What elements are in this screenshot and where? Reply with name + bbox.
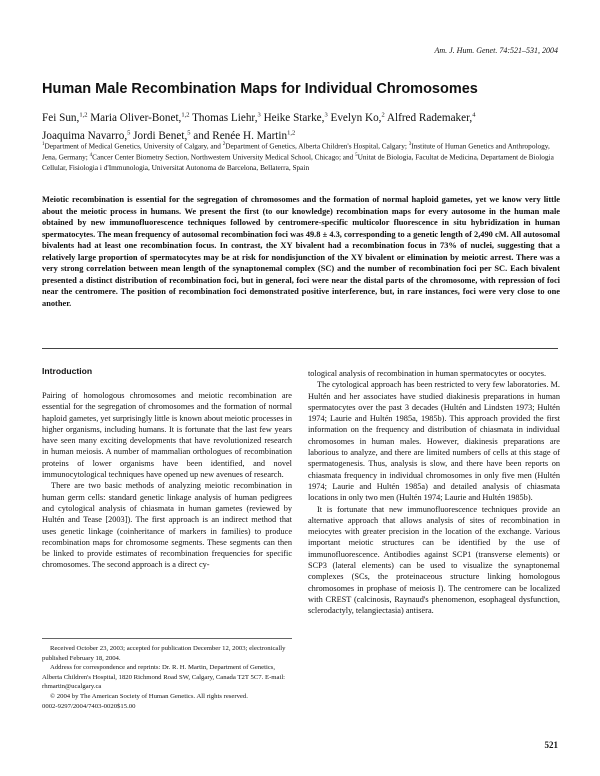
received-dates: Received October 23, 2003; accepted for publication December 12, 2003; electronically published February 18, 2004. <box>42 645 286 662</box>
journal-name: Am. J. Hum. Genet. <box>434 46 498 55</box>
article-title: Human Male Recombination Maps for Individual Chromosomes <box>42 81 478 97</box>
author: Jordi Benet,$^5$ <box>133 129 191 143</box>
body-paragraph: tological analysis of recombination in human spermatocytes or oocytes. <box>308 369 547 378</box>
issn: 0002-9297/2004/7403-0020$15.00 <box>42 702 136 710</box>
author: Maria Oliver-Bonet,$^{1,2}$ <box>90 111 190 124</box>
copyright-notice: © 2004 by The American Society of Human Genetics. All rights reserved. <box>50 692 248 700</box>
author-list <box>42 107 562 144</box>
author: Joaquima Navarro,$^5$ <box>42 129 131 143</box>
footnote-divider <box>42 638 292 639</box>
author: Alfred Rademaker,$^4$ <box>386 111 476 124</box>
author: and Renée H. Martin$^{1,2}$ <box>193 129 296 143</box>
author: Thomas Liehr,$^3$ <box>192 111 261 124</box>
abstract: Meiotic recombination is essential for the segregation of chromosomes and the formation of normal haploid gametes, yet we know very little about the meiotic process in humans. We present the first (to our knowledge) recombination maps for every autosome in the human male obtained by new immunofluorescence techniques followed by centromere-specific multicolor fluorescence in situ hybridization in human spermatocytes. The mean frequency of autosomal recombination foci was 49.8 ± 4.3, corresponding to a genetic length of 2,490 cM. All autosomal bivalents had at least one recombination focus. In contrast, the XY bivalent had a recombination focus in 73% of nuclei, suggesting that a relatively large proportion of spermatocytes may be at risk for nondisjunction of the XY bivalent or elimination by meiotic arrest. There was a very strong correlation between mean length of the synaptonemal complex (SC) and the number of recombination foci per SC. Each bivalent presented a distinct distribution of recombination foci, but in general, foci were near the distal parts of the chromosome, with repression of foci near the centromere. The position of recombination foci demonstrated positive interference, but, in rare instances, foci were very close to one another. <box>42 195 560 308</box>
footnotes <box>42 644 292 711</box>
body-paragraph: The cytological approach has been restricted to very few laboratories. M. Hultén and her associates have studied diakinesis preparations in human spermatocytes over the past 3 decades (Hultén and Lindsten 1973; Hultén 1974; Laurie and Hultén 1985a, 1985b). This approach provided the first information on the frequency and distribution of chiasmata in individual chromosomes in human males. However, diakinesis preparations are laborious to analyze, and there are limited numbers of cells at this stage of spermatogenesis. Thus, analysis is slow, and there have been reports on chiasmata frequency in individual chromosomes in only five men (Hultén 1974; Laurie and Hultén 1985a) and detailed analysis of chiasmata locations in only two men (Hultén 1974; Laurie and Hultén 1985b). <box>308 380 560 503</box>
author: Heike Starke,$^3$ <box>263 111 328 124</box>
author: Fei Sun,$^{1,2}$ <box>42 111 88 124</box>
affiliations: $^1$Department of Medical Genetics, University of Calgary, and $^2$Department of Genetics, Alberta Children's Hospital, Calgary; $^3$Institute of Human Genetics and Anthropology, Jena, Germany; $^4$Cancer Center Biometry Section, Northwestern University Medical School, Chicago; and $^5$Unitat de Biologia, Facultat de Medicina, Departament de Biologia Cellular, Fisiologia i d'Immunologia, Universitat Autonoma de Barcelona, Bellaterra, Spain <box>42 141 554 172</box>
page-number: 521 <box>544 740 558 750</box>
author: Evelyn Ko,$^2$ <box>330 111 385 124</box>
correspondence-address: Address for correspondence and reprints: Dr. R. H. Martin, Department of Genetics, Alberta Children's Hospital, 1820 Richmond Road SW, Calgary, Canada T2T 5C7. E-mail: rhmartin@ucalgary.ca <box>42 664 286 691</box>
body-paragraph: There are two basic methods of analyzing meiotic recombination in human germ cells: standard genetic linkage analysis of human pedigrees and cytological analysis of chiasmata in human gametes (reviewed by Hultén and Tease [2003]). The first approach is an indirect method that uses genetic linkage (coinheritance of markers in families) to produce recombination maps for chromosome segments. These segments can then be linked to provide estimates of recombination frequencies for specific chromosomes. The second approach is a direct cy- <box>42 481 292 570</box>
journal-volume-pages: 74:521–531, 2004 <box>499 46 558 55</box>
body-paragraph: It is fortunate that new immunofluorescence techniques provide an alternative approach that allows analysis of sites of recombination in meiocytes with greater precision in the location of the exchange. Various important meiotic structures can be identified by the use of immunofluorescence. Antibodies against SCP1 (transverse elements) or SCP3 (lateral elements) can be used to visualize the synaptonemal complexes (SCs, the proteinaceous structure linking homologous chromosomes in prophase of meiosis I). The centromere can be localized with CREST (calcinosis, Raynaud's phenomenon, esophageal dysfunction, sclerodactyly, telangiectasia) antisera. <box>308 504 560 616</box>
left-column <box>42 366 292 571</box>
right-column <box>308 368 560 617</box>
journal-reference <box>434 46 558 55</box>
section-heading-introduction: Introduction <box>42 366 93 376</box>
abstract-divider <box>42 348 558 349</box>
body-paragraph: Pairing of homologous chromosomes and meiotic recombination are essential for the segregation of chromosomes and the formation of normal haploid gametes, yet surprisingly little is known about meiotic processes in higher organisms, including humans. It is fortunate that the last few years have seen many exciting developments that have revolutionized research in human meiosis. A number of mammalian orthologues of recombination proteins of lower organisms have been identified, and novel immunocytological techniques have opened up new avenues of research. <box>42 391 292 480</box>
